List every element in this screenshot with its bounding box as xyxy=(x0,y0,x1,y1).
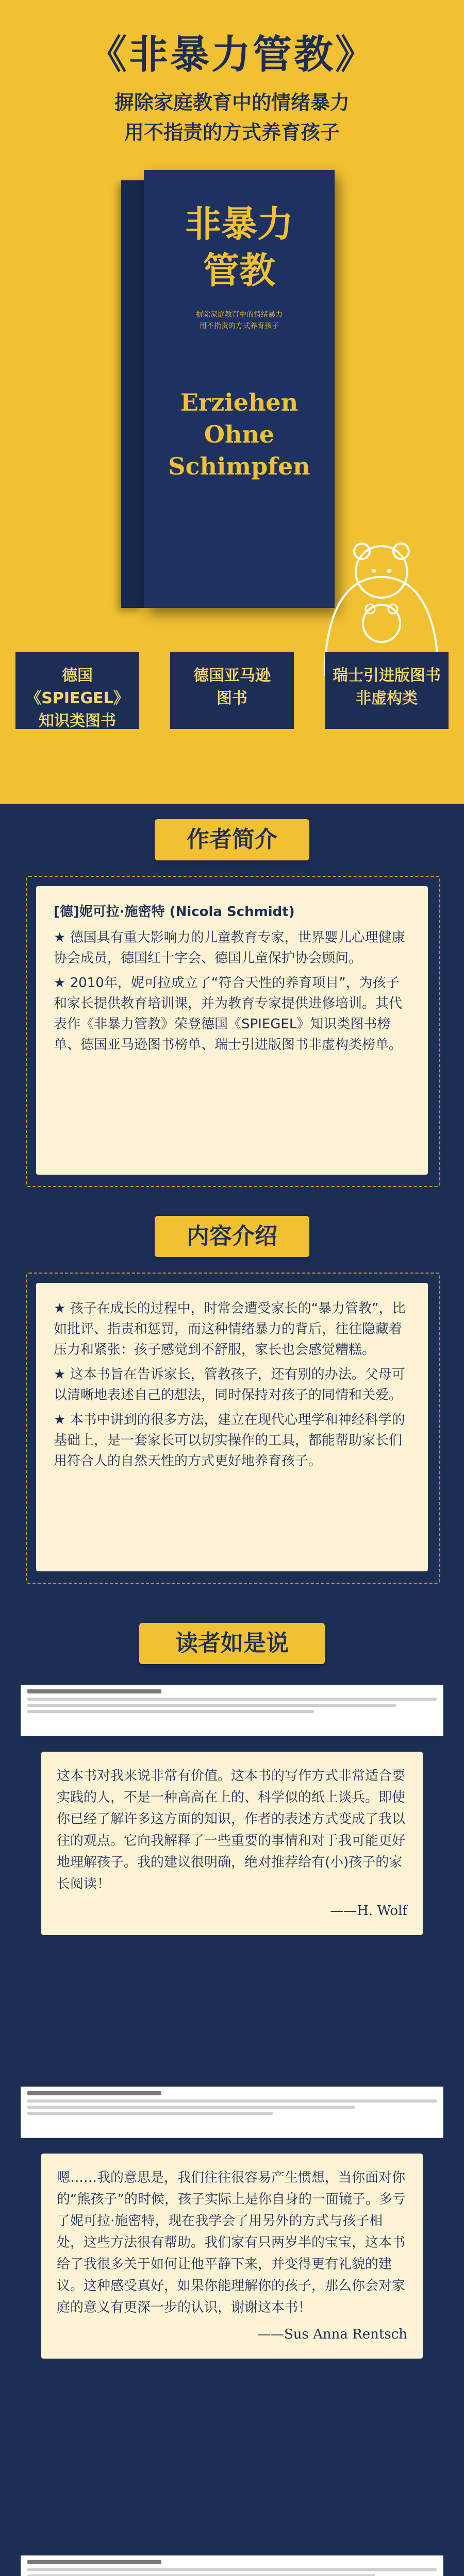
review-1-strip-line-2 xyxy=(27,1704,396,1707)
book-cover-german-title xyxy=(144,386,335,482)
book-cover-subtitle-line-2: 用不指责的方式养育孩子 xyxy=(200,322,279,330)
review-2-strip-line-2 xyxy=(27,2106,355,2109)
content-section xyxy=(0,1200,464,1613)
content-bullet-2: ★ 这本书旨在告诉家长，管教孩子，还有别的办法。父母可以清晰地表述自己的想法，同时保持对孩子的同情和关爱。 xyxy=(54,1367,405,1403)
content-card xyxy=(36,1283,428,1571)
badge-swiss-line-1: 瑞士引进版图书 xyxy=(333,667,441,685)
review-1-author: ——H. Wolf xyxy=(330,1903,407,1919)
hero-title: 《非暴力管教》 xyxy=(88,31,376,77)
badge-spiegel xyxy=(15,652,139,729)
review-3-strip-title xyxy=(27,2560,161,2564)
review-3 xyxy=(21,2555,443,2576)
book-cover-de-1: Erziehen xyxy=(180,388,299,416)
review-3-strip-line xyxy=(27,2568,437,2571)
review-1-strip-line-3 xyxy=(27,1710,314,1713)
review-2-author: ——Sus Anna Rentsch xyxy=(257,2327,407,2342)
review-1-screenshot xyxy=(21,1685,443,1736)
reviews-heading: 读者如是说 xyxy=(139,1623,325,1664)
content-bullet-1: ★ 孩子在成长的过程中，时常会遭受家长的“暴力管教”，比如批评、指责和惩罚，而这种情绪暴力的背后，往往隐藏着压力和紧张：孩子感觉到不舒服，家长也会感觉糟糕。 xyxy=(54,1301,406,1358)
badge-swiss xyxy=(325,652,449,729)
badge-amazon-line-2: 图书 xyxy=(217,689,247,707)
badge-spiegel-line-1: 德国《SPIEGEL》 xyxy=(26,667,129,707)
review-2-text: 嗯……我的意思是，我们往往很容易产生惯想，当你面对你的“熊孩子”的时候，孩子实际上是你自身的一面镜子。多亏了妮可拉·施密特，现在我学会了用另外的方式与孩子相处，这些方法很有帮助。我们家有只两岁半的宝宝，这本书给了我很多关于如何让他平静下来，并变得更有礼貌的建议。这种感受真好，如果你能理解你的孩子，那么你会对家庭的意义有更深一步的认识，谢谢这本书！ xyxy=(57,2170,406,2315)
badge-amazon xyxy=(170,652,294,729)
author-bullet-2: ★ 2010年，妮可拉成立了“符合天性的养育项目”，为孩子和家长提供教育培训课，并为教育专家提供进修培训。其代表作《非暴力管教》荣登德国《SPIEGEL》知识类图书榜单、德国亚马逊图书榜单、瑞士引进版图书非虚构类榜单。 xyxy=(54,975,403,1053)
author-heading: 作者简介 xyxy=(155,819,309,860)
hero-subtitle xyxy=(0,88,464,147)
review-1-card xyxy=(41,1752,423,1935)
book-cover-title xyxy=(144,201,335,294)
review-2-card xyxy=(41,2154,423,2359)
hero-subtitle-line-2: 用不指责的方式养育孩子 xyxy=(124,121,340,144)
hero-section xyxy=(0,0,464,804)
hero-subtitle-line-1: 摒除家庭教育中的情绪暴力 xyxy=(114,91,350,114)
review-2-strip-line xyxy=(27,2099,437,2103)
content-heading: 内容介绍 xyxy=(155,1216,309,1257)
book-cover-de-3: Schimpfen xyxy=(168,452,310,480)
review-3-screenshot xyxy=(21,2555,443,2576)
badge-swiss-line-2: 非虚构类 xyxy=(356,689,418,707)
review-1-text: 这本书对我来说非常有价值。这本书的写作方式非常适合要实践的人，不是一种高高在上的、科学似的纸上谈兵。即使你已经了解许多这方面的知识，作者的表述方式变成了我以往的观点。它向我解释了一些重要的事情和对于我可能更好地理解孩子。我的建议很明确，绝对推荐给有(小)孩子的家长阅读！ xyxy=(57,1768,406,1892)
badge-spiegel-line-2: 知识类图书 xyxy=(39,712,116,730)
book-spine xyxy=(121,180,144,608)
review-1-strip-title xyxy=(27,1689,161,1693)
book-cover-subtitle xyxy=(144,309,335,332)
author-card xyxy=(36,886,428,1175)
review-1 xyxy=(21,1685,443,2087)
award-badges xyxy=(15,652,449,739)
review-2 xyxy=(21,2087,443,2561)
reviews-section xyxy=(0,1613,464,2576)
author-bullet-1: ★ 德国具有重大影响力的儿童教育专家，世界婴儿心理健康协会成员，德国红十字会、德国儿童保护协会顾问。 xyxy=(54,930,405,966)
review-2-strip-line-3 xyxy=(27,2112,273,2115)
book-cover-title-line-1: 非暴力 xyxy=(185,203,293,245)
content-bullet-3: ★ 本书中讲到的很多方法，建立在现代心理学和神经科学的基础上，是一套家长可以切实操作的工具，都能帮助家长们用符合人的自然天性的方式更好地养育孩子。 xyxy=(54,1412,405,1469)
book-cover-de-2: Ohne xyxy=(204,420,275,448)
review-1-strip-line xyxy=(27,1698,437,1701)
badge-amazon-line-1: 德国亚马逊 xyxy=(193,667,271,685)
book-cover-subtitle-line-1: 摒除家庭教育中的情绪暴力 xyxy=(196,311,283,319)
review-2-screenshot xyxy=(21,2087,443,2138)
review-2-strip-title xyxy=(27,2091,161,2095)
author-name: [德]妮可拉·施密特 (Nicola Schmidt) xyxy=(54,904,295,920)
book-cover-title-line-2: 管教 xyxy=(203,249,275,292)
